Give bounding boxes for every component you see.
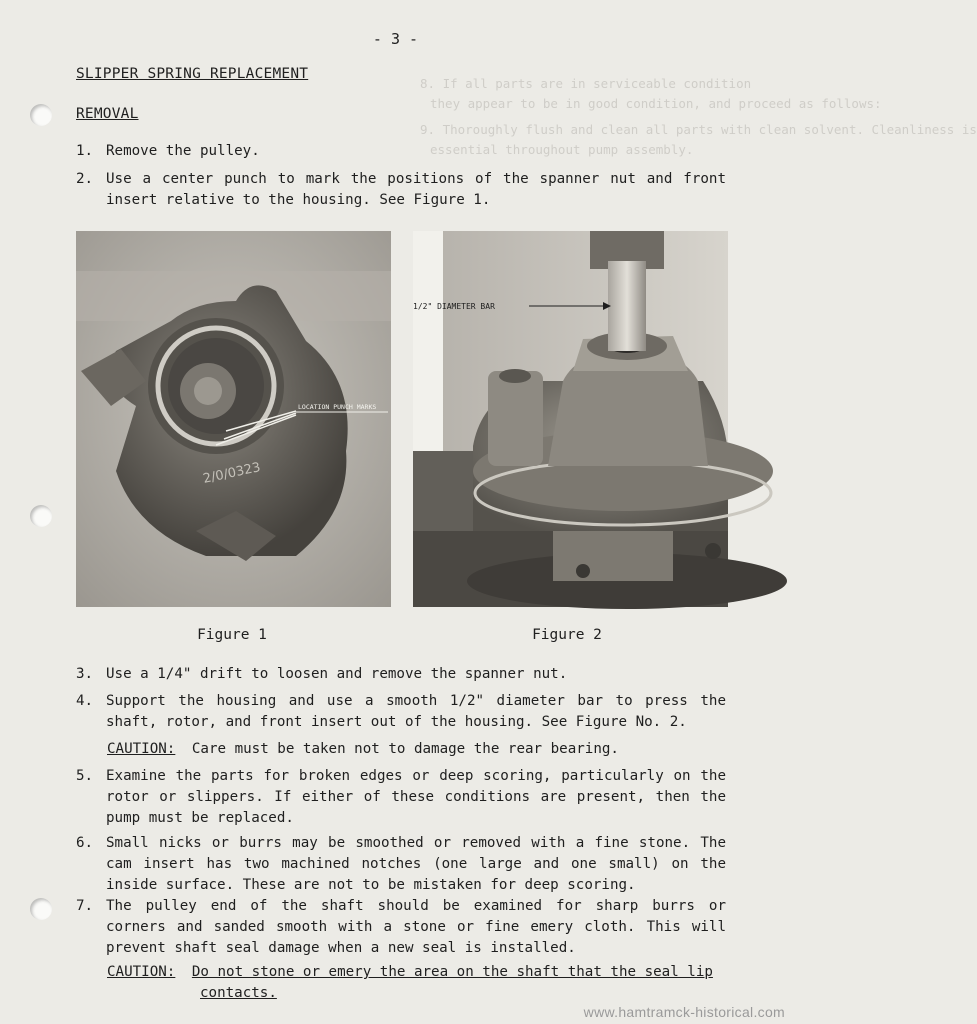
caution-label: CAUTION: [107,741,176,757]
step-text: Support the housing and use a smooth 1/2" diameter bar to press the shaft, rotor, and front insert out of the housing. See Figure No. 2. [106,693,726,730]
step-number: 3. [76,666,94,682]
casting-number-text: 2/0/0323 [201,460,262,487]
step-text: Small nicks or burrs may be smoothed or removed with a fine stone. The cam insert has two machined notches (one large and one small) on the inside surface. These are not to be mistaken for deep scoring. [106,835,726,893]
step-text: Use a center punch to mark the positions of the spanner nut and front insert relative to the housing. See Figure 1. [106,171,726,208]
step-number: 5. [76,768,94,784]
step-number: 1. [76,143,94,159]
figure-1-caption: Figure 1 [197,627,267,643]
step-item [76,896,726,959]
step-item [76,833,726,896]
caution-text: Care must be taken not to damage the rear bearing. [191,741,619,757]
step-number: 4. [76,693,94,709]
bleed-through-line: 8. If all parts are in serviceable condition [420,76,752,91]
figure-2-callout-label: 1/2" DIAMETER BAR [413,302,495,311]
step-item [76,691,726,733]
step-number: 6. [76,835,94,851]
caution-text-continued: contacts. [200,985,277,1001]
site-watermark: www.hamtramck-historical.com [583,1004,785,1020]
caution-label: CAUTION: [107,964,176,980]
caution-text: Do not stone or emery the area on the shaft that the seal lip [191,964,713,980]
step-text: The pulley end of the shaft should be examined for sharp burrs or corners and sanded smooth with a stone or fine emery cloth. This will prevent shaft seal damage when a new seal is installed. [106,898,726,956]
subsection-title: REMOVAL [76,106,139,122]
page-number: - 3 - [372,30,419,48]
binder-hole-bottom [30,898,52,920]
bleed-through-line: they appear to be in good condition, and proceed as follows: [430,96,882,111]
step-item [76,141,726,162]
caution-note-2 [107,962,727,1004]
step-item [76,766,726,829]
section-title: SLIPPER SPRING REPLACEMENT [76,66,309,82]
binder-hole-top [30,104,52,126]
step-number: 7. [76,898,94,914]
bleed-through-line: 9. Thoroughly flush and clean all parts with clean solvent. Cleanliness is [420,122,977,137]
figure-2-photo [413,231,728,607]
step-item [76,664,726,685]
figure-1-callout-label: LOCATION PUNCH MARKS [298,403,377,411]
step-text: Examine the parts for broken edges or deep scoring, particularly on the rotor or slippers. If either of these conditions are present, then the pump must be replaced. [106,768,726,826]
bleed-through-line: essential throughout pump assembly. [430,142,694,157]
caution-note-1 [107,739,619,760]
step-item [76,169,726,211]
step-text: Use a 1/4" drift to loosen and remove the spanner nut. [106,666,568,682]
step-number: 2. [76,171,94,187]
figure-1-photo [76,231,391,607]
figure-2-caption: Figure 2 [532,627,602,643]
step-text: Remove the pulley. [106,143,260,159]
binder-hole-middle [30,505,52,527]
